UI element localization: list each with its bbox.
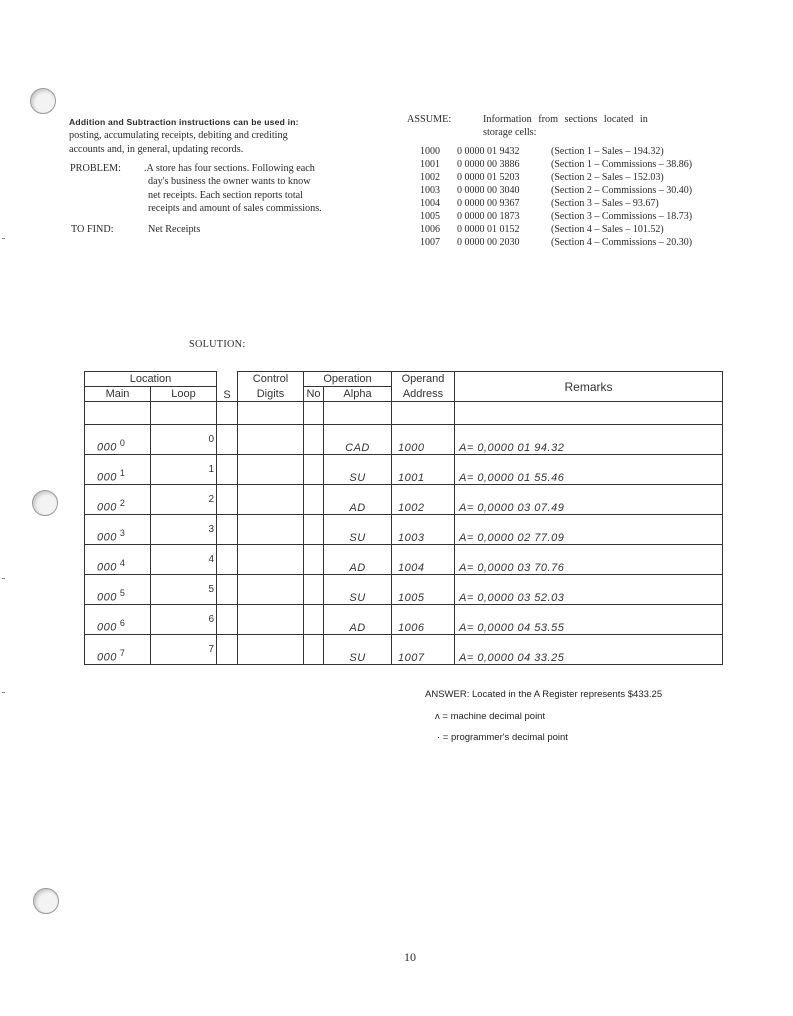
header-address: Address (392, 387, 455, 402)
cell-value: 0 0000 00 3040 (457, 185, 520, 196)
cell-address: 1006 (420, 224, 440, 235)
cell-alpha: AD (324, 485, 392, 515)
header-operand: Operand (392, 372, 455, 387)
header-no: No (304, 387, 324, 402)
problem-text (144, 162, 369, 215)
main-text: 000 (97, 442, 117, 454)
main-digit: 4 (119, 558, 126, 569)
table-row (85, 485, 723, 515)
to-find-label: TO FIND: (71, 224, 114, 235)
cell-remarks: A= 0,0000 02 77.09 (455, 515, 723, 545)
cell-operand: 1002 (392, 485, 455, 515)
cell-value: 0 0000 00 2030 (457, 237, 520, 248)
intro-line: posting, accumulating receipts, debiting and crediting (69, 130, 288, 142)
problem-line: day's business the owner wants to know (148, 176, 311, 188)
cell-loop: 0 (151, 425, 217, 455)
cell-remarks: A= 0,0000 01 94.32 (455, 425, 723, 455)
storage-cell-row (420, 197, 750, 210)
problem-label: PROBLEM: (70, 163, 121, 174)
main-text: 000 (97, 562, 117, 574)
cell-value: 0 0000 00 9367 (457, 198, 520, 209)
main-digit: 0 (119, 438, 126, 449)
cell-control-digits (238, 425, 304, 455)
cell-address: 1005 (420, 211, 440, 222)
header-location: Location (85, 372, 217, 387)
main-text: 000 (97, 502, 117, 514)
cell-op-no (304, 425, 324, 455)
cell-value: 0 0000 01 5203 (457, 172, 520, 183)
assume-line: Information from sections located in (483, 114, 648, 125)
main-text: 000 (97, 532, 117, 544)
cell-address: 1007 (420, 237, 440, 248)
cell-operand: 1000 (392, 425, 455, 455)
cell-note: (Section 3 – Sales – 93.67) (551, 198, 659, 209)
cell-operand: 1003 (392, 515, 455, 545)
cell-s (217, 545, 238, 575)
cell-address: 1003 (420, 185, 440, 196)
header-remarks: Remarks (455, 372, 723, 402)
cell-operand: 1004 (392, 545, 455, 575)
cell-alpha: SU (324, 455, 392, 485)
cell-main (85, 425, 151, 455)
cell-loop: 5 (151, 575, 217, 605)
cell-remarks: A= 0,0000 04 53.55 (455, 605, 723, 635)
cell-loop: 4 (151, 545, 217, 575)
cell-operand: 1007 (392, 635, 455, 665)
header-alpha: Alpha (324, 387, 392, 402)
storage-cells-list (420, 145, 750, 249)
cell-s (217, 485, 238, 515)
cell-operand: 1001 (392, 455, 455, 485)
main-digit: 2 (119, 498, 126, 509)
legend-machine-point (435, 711, 545, 722)
solution-label: SOLUTION: (189, 339, 246, 350)
margin-mark (2, 238, 5, 239)
cell-operand: 1005 (392, 575, 455, 605)
cell-loop: 1 (151, 455, 217, 485)
cell-control-digits (238, 485, 304, 515)
main-text: 000 (97, 652, 117, 664)
main-digit: 7 (119, 648, 126, 659)
cell-op-no (304, 575, 324, 605)
cell-s (217, 515, 238, 545)
cell-address: 1004 (420, 198, 440, 209)
answer-text: ANSWER: Located in the A Register represents $433.25 (425, 689, 663, 700)
legend-symbol: · = (437, 732, 449, 743)
cell-control-digits (238, 635, 304, 665)
main-digit: 5 (119, 588, 126, 599)
cell-alpha: AD (324, 545, 392, 575)
cell-op-no (304, 605, 324, 635)
legend-text: machine decimal point (450, 711, 546, 722)
cell-note: (Section 1 – Commissions – 38.86) (551, 159, 693, 170)
storage-cell-row (420, 210, 750, 223)
cell-value: 0 0000 01 0152 (457, 224, 520, 235)
cell-op-no (304, 485, 324, 515)
table-row (85, 545, 723, 575)
cell-note: (Section 3 – Commissions – 18.73) (551, 211, 693, 222)
cell-main (85, 485, 151, 515)
cell-address: 1000 (420, 146, 440, 157)
cell-op-no (304, 515, 324, 545)
cell-control-digits (238, 545, 304, 575)
cell-remarks: A= 0,0000 01 55.46 (455, 455, 723, 485)
table-row (85, 575, 723, 605)
table-row (85, 425, 723, 455)
main-text: 000 (97, 592, 117, 604)
page-number: 10 (404, 950, 416, 964)
cell-s (217, 455, 238, 485)
header-digits: Digits (238, 387, 304, 402)
cell-control-digits (238, 575, 304, 605)
storage-cell-row (420, 145, 750, 158)
main-digit: 3 (119, 528, 126, 539)
header-loop: Loop (151, 387, 217, 402)
punch-hole-middle (32, 490, 58, 516)
assume-text (483, 113, 713, 140)
cell-s (217, 635, 238, 665)
cell-main (85, 515, 151, 545)
margin-mark (2, 692, 5, 693)
cell-loop: 7 (151, 635, 217, 665)
cell-note: (Section 1 – Sales – 194.32) (551, 146, 664, 157)
cell-main (85, 605, 151, 635)
storage-cell-row (420, 171, 750, 184)
problem-line: net receipts. Each section reports total (148, 189, 304, 201)
problem-line: .A store has four sections. Following each (144, 163, 315, 174)
cell-loop: 2 (151, 485, 217, 515)
coding-sheet-table (84, 371, 723, 665)
legend-text: programmer's decimal point (451, 732, 568, 743)
table-row (85, 605, 723, 635)
cell-remarks: A= 0,0000 03 07.49 (455, 485, 723, 515)
cell-remarks: A= 0,0000 03 52.03 (455, 575, 723, 605)
cell-main (85, 635, 151, 665)
punch-hole-bottom (33, 888, 59, 914)
cell-note: (Section 4 – Sales – 101.52) (551, 224, 664, 235)
storage-cell-row (420, 223, 750, 236)
storage-cell-row (420, 158, 750, 171)
assume-line: storage cells: (483, 127, 537, 139)
problem-line: receipts and amount of sales commissions. (148, 202, 322, 214)
table-row (85, 515, 723, 545)
cell-remarks: A= 0,0000 04 33.25 (455, 635, 723, 665)
cell-op-no (304, 455, 324, 485)
table-row (85, 455, 723, 485)
main-text: 000 (97, 472, 117, 484)
cell-alpha: SU (324, 515, 392, 545)
intro-line: accounts and, in general, updating records. (69, 143, 244, 155)
storage-cell-row (420, 236, 750, 249)
cell-main (85, 575, 151, 605)
punch-hole-top (30, 88, 56, 114)
cell-control-digits (238, 455, 304, 485)
intro-bold-lead: Addition and Subtraction instructions can be used in: (69, 117, 299, 127)
header-operation: Operation (304, 372, 392, 387)
cell-s (217, 605, 238, 635)
table-row (85, 635, 723, 665)
cell-s (217, 425, 238, 455)
main-digit: 6 (119, 618, 126, 629)
cell-operand: 1006 (392, 605, 455, 635)
cell-alpha: SU (324, 635, 392, 665)
margin-mark (2, 578, 5, 579)
cell-loop: 3 (151, 515, 217, 545)
intro-text (69, 116, 369, 156)
cell-value: 0 0000 00 3886 (457, 159, 520, 170)
cell-main (85, 455, 151, 485)
legend-programmer-point (437, 732, 568, 743)
cell-value: 0 0000 00 1873 (457, 211, 520, 222)
storage-cell-row (420, 184, 750, 197)
main-digit: 1 (119, 468, 126, 479)
header-s: S (217, 372, 238, 402)
cell-loop: 6 (151, 605, 217, 635)
cell-s (217, 575, 238, 605)
cell-alpha: SU (324, 575, 392, 605)
cell-address: 1002 (420, 172, 440, 183)
cell-control-digits (238, 515, 304, 545)
header-main: Main (85, 387, 151, 402)
legend-symbol: ʌ = (435, 711, 448, 722)
cell-address: 1001 (420, 159, 440, 170)
cell-op-no (304, 545, 324, 575)
to-find-text: Net Receipts (148, 224, 201, 235)
cell-note: (Section 2 – Sales – 152.03) (551, 172, 664, 183)
assume-label: ASSUME: (407, 114, 452, 125)
main-text: 000 (97, 622, 117, 634)
cell-value: 0 0000 01 9432 (457, 146, 520, 157)
cell-main (85, 545, 151, 575)
header-control: Control (238, 372, 304, 387)
cell-control-digits (238, 605, 304, 635)
cell-note: (Section 2 – Commissions – 30.40) (551, 185, 693, 196)
cell-note: (Section 4 – Commissions – 20.30) (551, 237, 693, 248)
cell-alpha: CAD (324, 425, 392, 455)
cell-op-no (304, 635, 324, 665)
cell-alpha: AD (324, 605, 392, 635)
blank-row (85, 402, 723, 425)
cell-remarks: A= 0,0000 03 70.76 (455, 545, 723, 575)
